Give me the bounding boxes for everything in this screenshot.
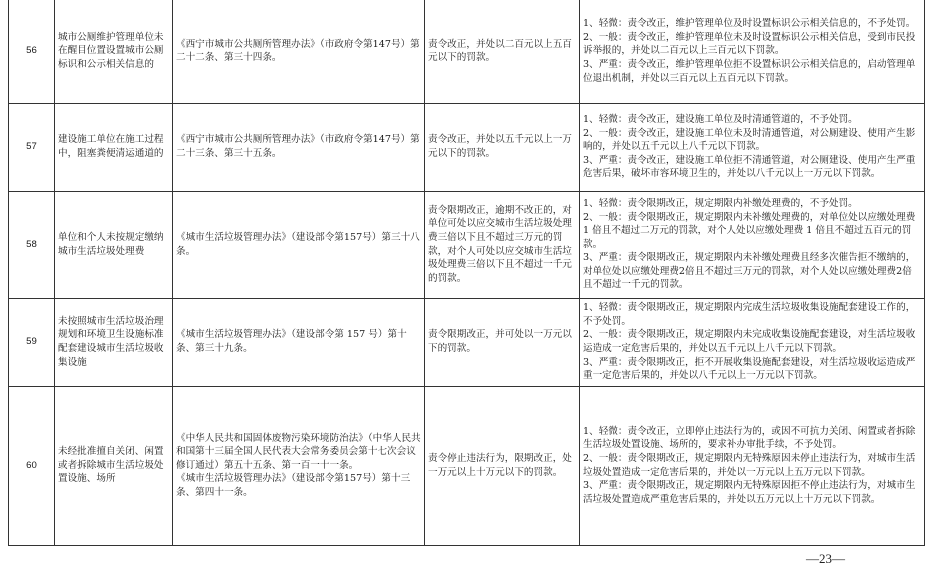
standard-level-item: 2、一般：责令限期改正，规定期限内未完成收集设施配套建设，对生活垃圾收运造成一定危害后果的，并处以五千元以上八千元以下罚款。 — [583, 329, 916, 354]
table-row — [9, 191, 925, 298]
legal-basis — [173, 298, 425, 386]
standard-level-item: 3、严重：责令限期改正，规定期限内未补缴处理费且经多次催告拒不缴纳的，对单位处以应缴处理费2倍且不超过三万元的罚款，对个人处以应缴处理费2倍且不超过一千元的罚款。 — [583, 252, 916, 291]
discretion-standards — [580, 103, 925, 191]
penalty-standards-table — [8, 0, 925, 546]
discretion-standards — [580, 298, 925, 386]
standard-level-item: 2、一般：责令改正，维护管理单位未及时设置标识公示相关信息，受到市民投诉举报的，并处以二百元以上三百元以下罚款。 — [583, 31, 916, 57]
penalty-provision: 责令限期改正，并可处以一万元以下的罚款。 — [425, 298, 580, 386]
penalty-provision: 责令停止违法行为，限期改正，处一万元以上十万元以下的罚款。 — [425, 386, 580, 545]
violation-description: 单位和个人未按规定缴纳城市生活垃圾处理费 — [55, 191, 173, 298]
penalty-provision: 责令改正，并处以五千元以上一万元以下的罚款。 — [425, 103, 580, 191]
standard-level-item: 2、一般：责令改正，建设施工单位未及时清通管道，对公厕建设、使用产生影响的，并处以五千元以上八千元以下罚款。 — [583, 127, 916, 153]
legal-basis-item: 《城市生活垃圾管理办法》（建设部令第157号）第三十八条。 — [176, 231, 420, 257]
legal-basis-item: 《西宁市城市公共厕所管理办法》（市政府令第147号）第二十二条、第三十四条。 — [176, 38, 420, 64]
standard-level-item: 1、轻微：责令限期改正，规定期限内完成生活垃圾收集设施配套建设工作的，不予处罚。 — [583, 302, 916, 327]
row-number: 60 — [9, 386, 55, 545]
table-row — [9, 386, 925, 545]
violation-description: 未按照城市生活垃圾治理规划和环境卫生设施标准配套建设城市生活垃圾收集设施 — [55, 298, 173, 386]
discretion-standards — [580, 0, 925, 103]
penalty-provision: 责令限期改正，逾期不改正的，对单位可处以应交城市生活垃圾处理费三倍以下且不超过三万元的罚款，对个人可处以应交城市生活垃圾处理费三倍以下且不超过一千元的罚款。 — [425, 191, 580, 298]
discretion-standards — [580, 386, 925, 545]
legal-basis-item: 《中华人民共和国固体废物污染环境防治法》（中华人民共和国第十三届全国人民代表大会常务委员会第十七次会议修订通过）第五十五条、第一百一十一条。 — [176, 432, 421, 471]
page-number: —23— — [806, 551, 845, 566]
legal-basis — [173, 103, 425, 191]
standard-level-item: 3、严重：责令改正，维护管理单位拒不设置标识公示相关信息的，启动管理单位退出机制，并处以三百元以上五百元以下罚款。 — [583, 59, 916, 84]
standard-level-item: 2、一般：责令限期改正，规定期限内无特殊原因未停止违法行为，对城市生活垃圾处置造成一定危害后果的，并处以一万元以上五万元以下罚款。 — [583, 452, 916, 478]
legal-basis — [173, 191, 425, 298]
row-number: 56 — [9, 0, 55, 103]
standard-level-item: 3、严重：责令限期改正，规定期限内无特殊原因拒不停止违法行为，对城市生活垃圾处置造成严重危害后果的，并处以五万元以上十万元以下罚款。 — [583, 480, 916, 505]
row-number: 58 — [9, 191, 55, 298]
row-number: 59 — [9, 298, 55, 386]
table-row — [9, 298, 925, 386]
discretion-standards — [580, 191, 925, 298]
violation-description: 建设施工单位在施工过程中，阻塞粪便清运通道的 — [55, 103, 173, 191]
violation-description: 城市公厕维护管理单位未在醒目位置设置城市公厕标识和公示相关信息的 — [55, 0, 173, 103]
legal-basis — [173, 386, 425, 545]
standard-level-item: 3、严重：责令限期改正，拒不开展收集设施配套建设，对生活垃圾收运造成严重一定危害后果的，并处以八千元以上一万元以下罚款。 — [583, 356, 916, 382]
standard-level-item: 1、轻微：责令改正，立即停止违法行为的，或因不可抗力关闭、闲置或者拆除生活垃圾处置设施、场所的，要求补办审批手续，不予处罚。 — [583, 425, 916, 451]
table-row — [9, 0, 925, 103]
legal-basis-item: 《城市生活垃圾管理办法》（建设部令第 157 号）第十条、第三十九条。 — [176, 329, 407, 354]
standard-level-item: 1、轻微：责令改正，维护管理单位及时设置标识公示相关信息的，不予处罚。 — [583, 18, 916, 30]
standard-level-item: 2、一般：责令限期改正，规定期限内未补缴处理费的，对单位处以应缴处理费 1 倍且不超过二万元的罚款，对个人处以应缴处理费 1 倍且不超过五百元的罚款。 — [583, 211, 916, 250]
standard-level-item: 1、轻微：责令限期改正，规定期限内补缴处理费的，不予处罚。 — [583, 197, 858, 209]
standard-level-item: 1、轻微：责令改正，建设施工单位及时清通管道的，不予处罚。 — [583, 114, 858, 126]
legal-basis — [173, 0, 425, 103]
standard-level-item: 3、严重：责令改正，建设施工单位拒不清通管道，对公厕建设、使用产生严重危害后果，破坏市容环境卫生的，并处以八千元以上一万元以下罚款。 — [583, 154, 916, 180]
penalty-provision: 责令改正，并处以二百元以上五百元以下的罚款。 — [425, 0, 580, 103]
violation-description: 未经批准擅自关闭、闲置或者拆除城市生活垃圾处置设施、场所 — [55, 386, 173, 545]
legal-basis-item: 《西宁市城市公共厕所管理办法》（市政府令第147号）第二十三条、第三十五条。 — [176, 134, 420, 159]
table-row — [9, 103, 925, 191]
row-number: 57 — [9, 103, 55, 191]
legal-basis-item: 《城市生活垃圾管理办法》（建设部令第157号）第十三条、第四十一条。 — [176, 473, 411, 498]
